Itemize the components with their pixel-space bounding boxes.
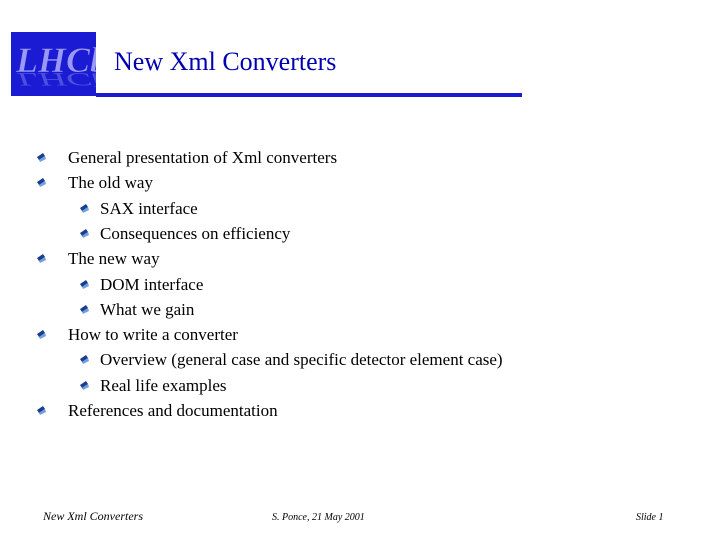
bullet-text: General presentation of Xml converters — [68, 148, 338, 167]
bullet-diamond-icon — [79, 380, 90, 391]
footer-author-date: S. Ponce, 21 May 2001 — [272, 512, 365, 523]
bullet-text: Overview (general case and specific detector element case) — [100, 350, 503, 370]
bullet-text: Real life examples — [100, 375, 227, 395]
bullet-item — [0, 170, 153, 195]
bullet-text: References and documentation — [68, 401, 278, 420]
bullet-item — [0, 145, 338, 170]
lhcb-logo — [11, 32, 96, 96]
bullet-diamond-icon — [79, 304, 90, 315]
sub-bullet-item — [0, 373, 227, 398]
sub-bullet-item — [0, 297, 195, 322]
sub-bullet-item — [0, 272, 204, 297]
title-underline — [96, 93, 522, 97]
bullet-diamond-icon — [36, 253, 47, 264]
bullet-text: DOM interface — [100, 274, 204, 294]
slide-title: New Xml Converters — [114, 47, 337, 76]
logo-text: LHC — [16, 40, 91, 80]
bullet-diamond-icon — [36, 177, 47, 188]
bullet-item — [0, 398, 278, 423]
bullet-text: How to write a converter — [68, 325, 238, 345]
bullet-item — [0, 322, 238, 347]
footer-title: New Xml Converters — [43, 509, 143, 523]
bullet-diamond-icon — [79, 228, 90, 239]
sub-bullet-item — [0, 196, 198, 221]
bullet-text: The old way — [68, 173, 153, 193]
bullet-item — [0, 246, 160, 271]
bullet-text: The new way — [68, 249, 160, 269]
bullet-diamond-icon — [79, 203, 90, 214]
bullet-diamond-icon — [36, 152, 47, 163]
bullet-diamond-icon — [79, 354, 90, 365]
bullet-text: Consequences on efficiency — [100, 223, 291, 243]
bullet-text: SAX interface — [100, 198, 198, 218]
bullet-diamond-icon — [36, 405, 47, 416]
footer-slide-number: Slide 1 — [636, 512, 664, 523]
svg-text:LHCb: LHC — [17, 68, 91, 90]
bullet-diamond-icon — [36, 329, 47, 340]
bullet-text: What we gain — [100, 299, 195, 319]
sub-bullet-item — [0, 221, 291, 246]
sub-bullet-item — [0, 347, 503, 372]
bullet-diamond-icon — [79, 279, 90, 290]
